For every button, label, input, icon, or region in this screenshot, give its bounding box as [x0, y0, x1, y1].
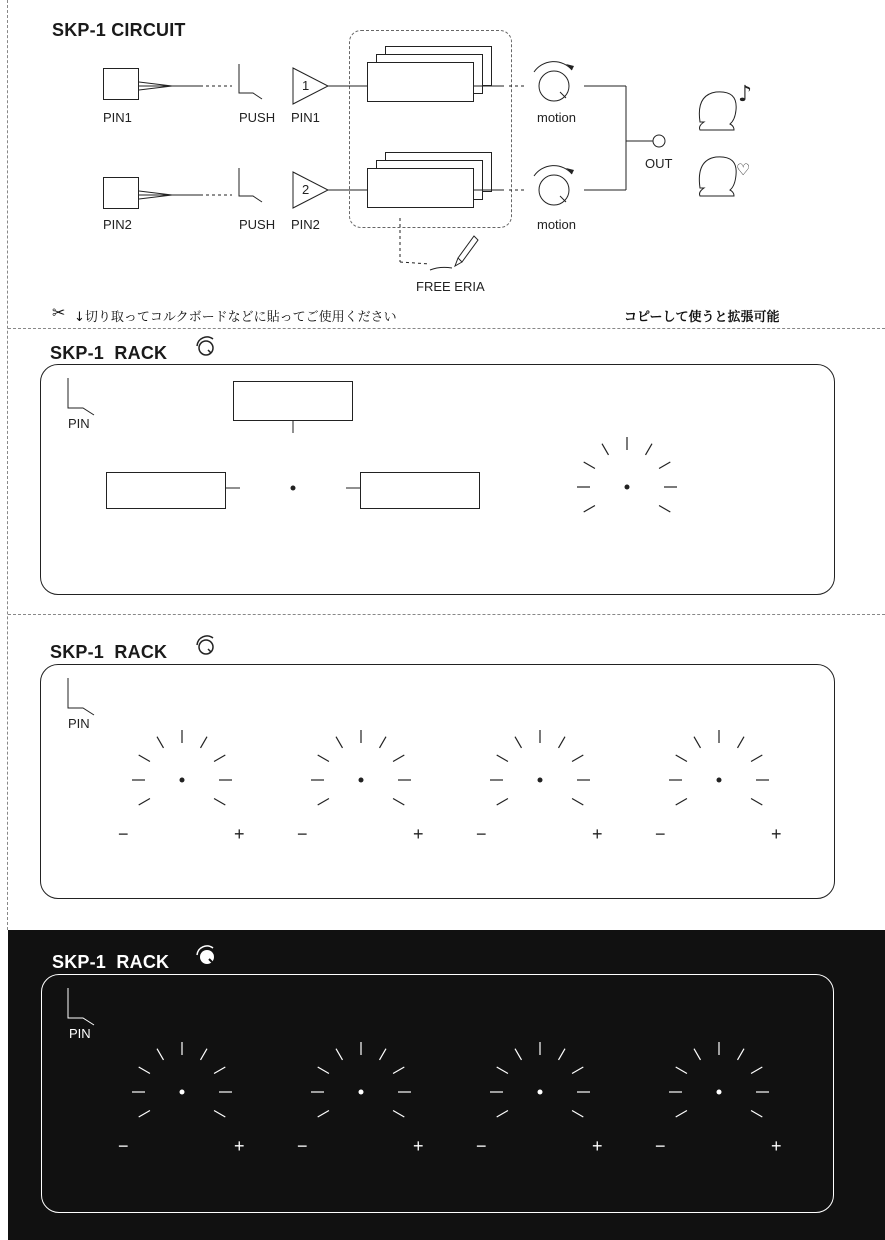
out-label: OUT [645, 156, 673, 171]
dial-center-dot [180, 1090, 185, 1095]
dial-tick [738, 1049, 745, 1060]
amp-pin-label: PIN1 [291, 110, 320, 125]
push-label: PUSH [239, 110, 276, 125]
dial-minus-label: − [655, 824, 666, 844]
pin-label: PIN [68, 716, 90, 731]
dial-tick [393, 1067, 404, 1074]
rack-title: SKP-1 RACK [52, 952, 170, 972]
dial-plus-label: + [771, 1136, 782, 1156]
rack-title: SKP-1 RACK [50, 343, 168, 363]
dial-plus-label: + [413, 1136, 424, 1156]
pin-label: PIN1 [103, 110, 132, 125]
dial-minus-label: − [655, 1136, 666, 1156]
dial-tick [336, 1049, 343, 1060]
dial-tick [139, 1111, 150, 1118]
dial-tick [676, 1111, 687, 1118]
dial-center-dot [538, 1090, 543, 1095]
circuit-title: SKP-1 CIRCUIT [52, 20, 186, 40]
dial-tick [380, 1049, 387, 1060]
dial-tick [139, 1067, 150, 1074]
dial-tick [318, 1111, 329, 1118]
dial-minus-label: − [297, 1136, 308, 1156]
motion-label: motion [537, 217, 577, 232]
push-curve-icon [68, 988, 94, 1025]
dial-plus-label: + [234, 1136, 245, 1156]
heart-icon: ♡ [736, 160, 751, 179]
pin-label: PIN2 [103, 217, 132, 232]
dial-tick [497, 1067, 508, 1074]
dial-plus-label: + [234, 824, 245, 844]
pin-label: PIN [69, 1026, 91, 1041]
dial-tick [515, 1049, 522, 1060]
dial-plus-label: + [413, 824, 424, 844]
dial-tick [676, 1067, 687, 1074]
dial-tick [751, 1067, 762, 1074]
amp-number: 2 [302, 182, 310, 197]
dial-tick [572, 1111, 583, 1118]
dial-tick [393, 1111, 404, 1118]
dial-plus-label: + [592, 824, 603, 844]
dial-tick [497, 1111, 508, 1118]
music-note-icon: ♪ [738, 82, 753, 107]
dial-plus-label: + [771, 824, 782, 844]
dial-center-dot [717, 1090, 722, 1095]
dial-tick [157, 1049, 164, 1060]
dial-center-dot [359, 1090, 364, 1095]
free-area-label: FREE ERIA [416, 279, 485, 294]
rack-title: SKP-1 RACK [50, 642, 168, 662]
copy-note: コピーして使うと拡張可能 [624, 310, 780, 325]
amp-pin-label: PIN2 [291, 217, 320, 232]
dial-minus-label: − [118, 824, 129, 844]
dial-minus-label: − [118, 1136, 129, 1156]
dial-minus-label: − [297, 824, 308, 844]
dial-tick [559, 1049, 566, 1060]
motion-label: motion [537, 110, 577, 125]
cut-instruction: ↓切り取ってコルクボードなどに貼ってご使用ください [74, 310, 397, 325]
dial-minus-label: − [476, 1136, 487, 1156]
dial-minus-label: − [476, 824, 487, 844]
dial-tick [214, 1067, 225, 1074]
dial-tick [318, 1067, 329, 1074]
dial-tick [694, 1049, 701, 1060]
dial-tick [751, 1111, 762, 1118]
push-label: PUSH [239, 217, 276, 232]
scissors-icon: ✂ [52, 303, 66, 322]
dial-plus-label: + [592, 1136, 603, 1156]
amp-number: 1 [302, 78, 310, 93]
pin-label: PIN [68, 416, 90, 431]
dial-tick [214, 1111, 225, 1118]
dial-tick [201, 1049, 208, 1060]
dial-tick [572, 1067, 583, 1074]
